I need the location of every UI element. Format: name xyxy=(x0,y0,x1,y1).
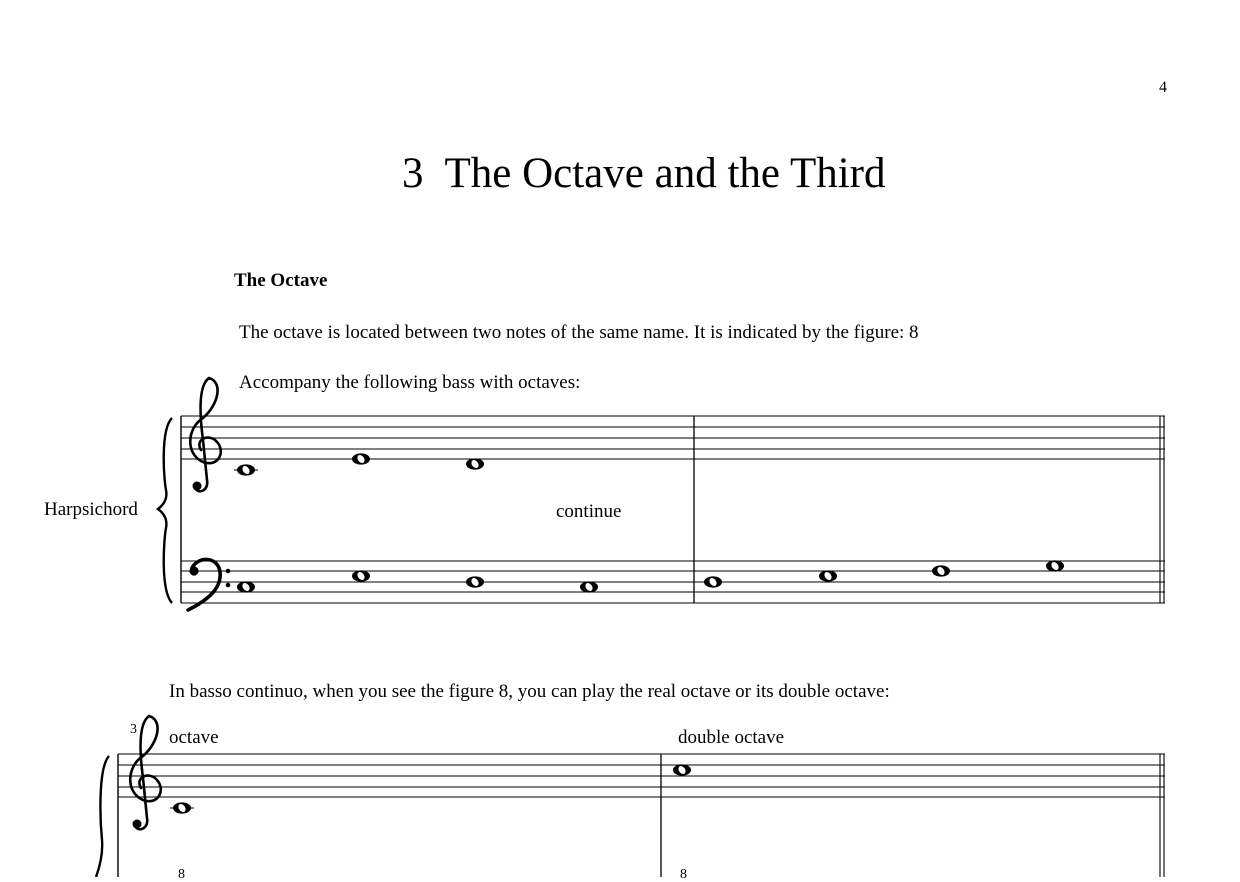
brace xyxy=(96,756,109,877)
section-heading: The Octave xyxy=(234,270,328,291)
figured-bass-8-left: 8 xyxy=(178,867,185,882)
treble-staff xyxy=(181,416,1165,459)
bass-staff xyxy=(181,561,1165,603)
system-1 xyxy=(158,378,1165,610)
note xyxy=(237,464,255,475)
system-2 xyxy=(96,716,1165,877)
measure-number: 3 xyxy=(130,722,137,737)
note xyxy=(932,565,950,576)
note xyxy=(352,453,370,464)
figured-bass-8-right: 8 xyxy=(680,867,687,882)
note xyxy=(237,581,255,592)
note xyxy=(819,570,837,581)
note xyxy=(466,576,484,587)
note xyxy=(173,802,191,813)
octave-definition-text: The octave is located between two notes of the same name. It is indicated by the figure: 8 xyxy=(239,322,919,343)
note xyxy=(466,458,484,469)
chapter-heading xyxy=(402,152,885,195)
exercise-instruction: Accompany the following bass with octaves: xyxy=(239,372,581,393)
note xyxy=(352,570,370,581)
chapter-number: 3 xyxy=(402,150,424,197)
treble-staff xyxy=(118,754,1165,797)
note xyxy=(580,581,598,592)
continue-annotation: continue xyxy=(556,501,622,522)
treble-clef-icon xyxy=(190,378,221,491)
note xyxy=(704,576,722,587)
chapter-title: The Octave and the Third xyxy=(444,150,886,197)
double-octave-label: double octave xyxy=(678,727,785,748)
bass-clef-icon xyxy=(188,559,230,610)
brace xyxy=(158,418,172,603)
page-number: 4 xyxy=(1159,79,1167,96)
note xyxy=(673,764,691,775)
note xyxy=(1046,560,1064,571)
instrument-label: Harpsichord xyxy=(44,499,138,520)
basso-continuo-text: In basso continuo, when you see the figure 8, you can play the real octave or its double octave: xyxy=(169,681,890,702)
octave-label: octave xyxy=(169,727,219,748)
